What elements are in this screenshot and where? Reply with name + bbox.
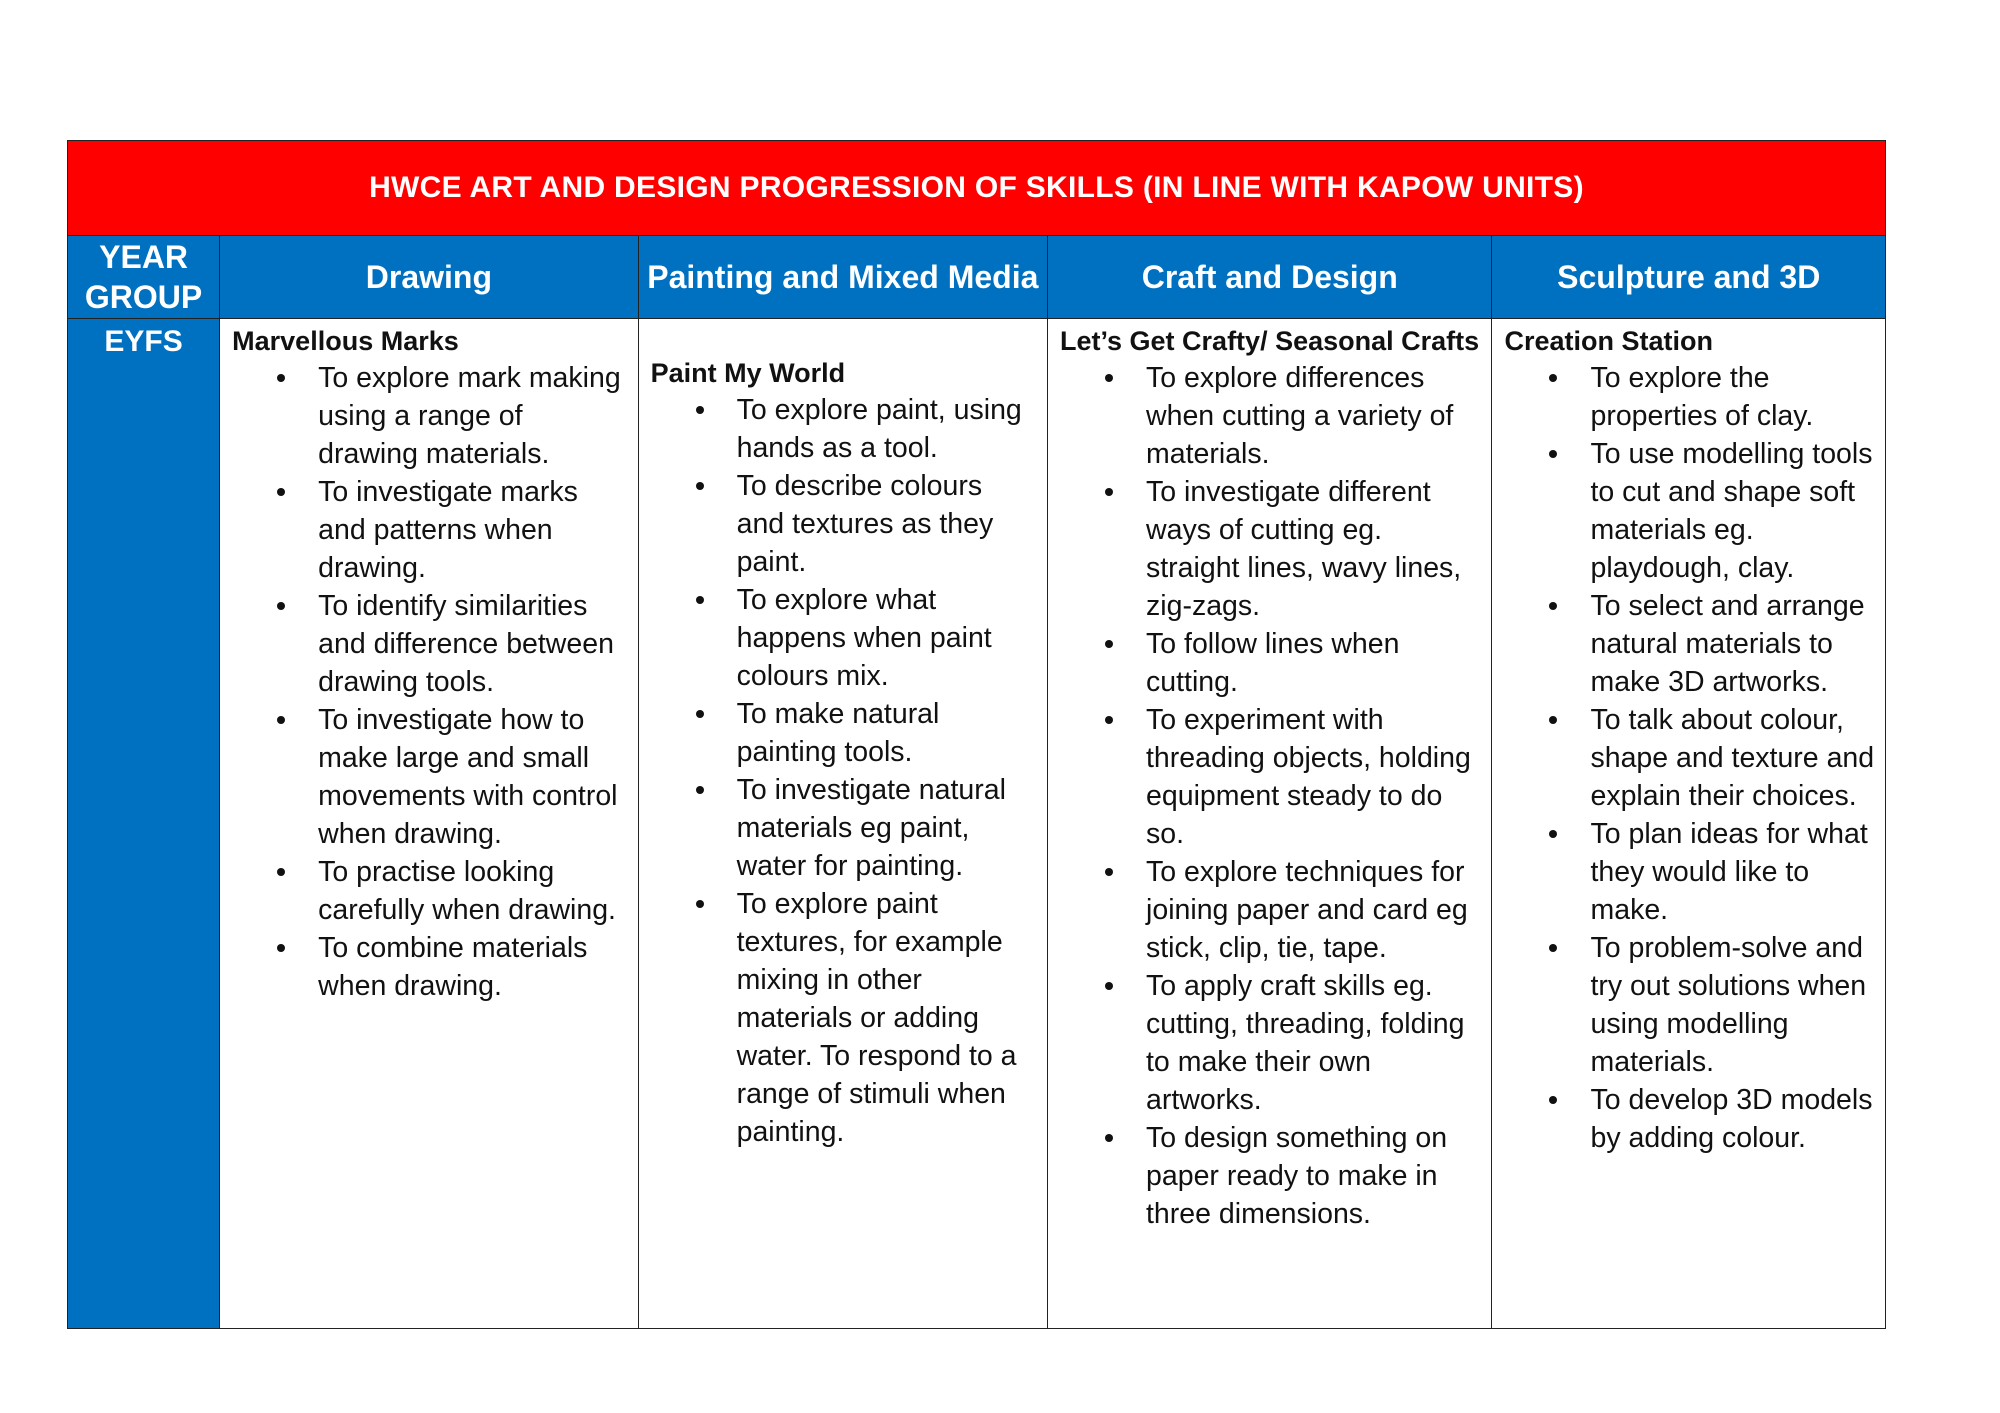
list-item: To design something on paper ready to make in three dimensions.: [1146, 1119, 1481, 1233]
list-item: To practise looking carefully when drawing.: [318, 853, 627, 929]
header-sculpture: Sculpture and 3D: [1492, 236, 1886, 319]
header-row: [68, 236, 1886, 319]
unit-title: Paint My World: [650, 358, 846, 388]
drawing-cell: [220, 319, 638, 1329]
list-item: To make natural painting tools.: [737, 695, 1037, 771]
list-item: To plan ideas for what they would like to make.: [1590, 815, 1875, 929]
list-item: To select and arrange natural materials to make 3D artworks.: [1590, 587, 1875, 701]
list-item: To explore differences when cutting a variety of materials.: [1146, 359, 1481, 473]
list-item: To explore paint, using hands as a tool.: [737, 391, 1037, 467]
progression-table: [67, 140, 1886, 1329]
skill-list: [232, 359, 627, 1005]
list-item: To investigate different ways of cutting eg. straight lines, wavy lines, zig-zags.: [1146, 473, 1481, 625]
list-item: To develop 3D models by adding colour.: [1590, 1081, 1875, 1157]
list-item: To combine materials when drawing.: [318, 929, 627, 1005]
list-item: To investigate natural materials eg paint, water for painting.: [737, 771, 1037, 885]
list-item: To talk about colour, shape and texture and explain their choices.: [1590, 701, 1875, 815]
list-item: To describe colours and textures as they paint.: [737, 467, 1037, 581]
craft-cell: [1048, 319, 1492, 1329]
list-item: To follow lines when cutting.: [1146, 625, 1481, 701]
list-item: To explore techniques for joining paper and card eg stick, clip, tie, tape.: [1146, 853, 1481, 967]
list-item: To explore the properties of clay.: [1590, 359, 1875, 435]
list-item: To experiment with threading objects, holding equipment steady to do so.: [1146, 701, 1481, 853]
list-item: To explore mark making using a range of drawing materials.: [318, 359, 627, 473]
header-craft: Craft and Design: [1048, 236, 1492, 319]
list-item: To investigate how to make large and small movements with control when drawing.: [318, 701, 627, 853]
list-item: To problem-solve and try out solutions when using modelling materials.: [1590, 929, 1875, 1081]
skill-list: [651, 391, 1037, 1151]
skill-list: [1060, 359, 1481, 1233]
list-item: To explore paint textures, for example mixing in other materials or adding water. To respond to a range of stimuli when painting.: [737, 885, 1037, 1151]
header-year-group: YEAR GROUP: [68, 236, 220, 319]
list-item: To apply craft skills eg. cutting, threading, folding to make their own artworks.: [1146, 967, 1481, 1119]
sculpture-cell: [1492, 319, 1886, 1329]
painting-cell: [638, 319, 1047, 1329]
list-item: To use modelling tools to cut and shape soft materials eg. playdough, clay.: [1590, 435, 1875, 587]
skill-list: [1504, 359, 1875, 1157]
table-row: [68, 319, 1886, 1329]
header-painting: Painting and Mixed Media: [638, 236, 1047, 319]
unit-title: Let’s Get Crafty/ Seasonal Crafts: [1060, 326, 1480, 356]
unit-title: Marvellous Marks: [232, 326, 459, 356]
list-item: To identify similarities and difference between drawing tools.: [318, 587, 627, 701]
list-item: To investigate marks and patterns when drawing.: [318, 473, 627, 587]
year-group-cell: EYFS: [68, 319, 220, 1329]
header-drawing: Drawing: [220, 236, 638, 319]
table-title: HWCE ART AND DESIGN PROGRESSION OF SKILLS (IN LINE WITH KAPOW UNITS): [68, 141, 1886, 236]
unit-title: Creation Station: [1504, 326, 1713, 356]
list-item: To explore what happens when paint colours mix.: [737, 581, 1037, 695]
